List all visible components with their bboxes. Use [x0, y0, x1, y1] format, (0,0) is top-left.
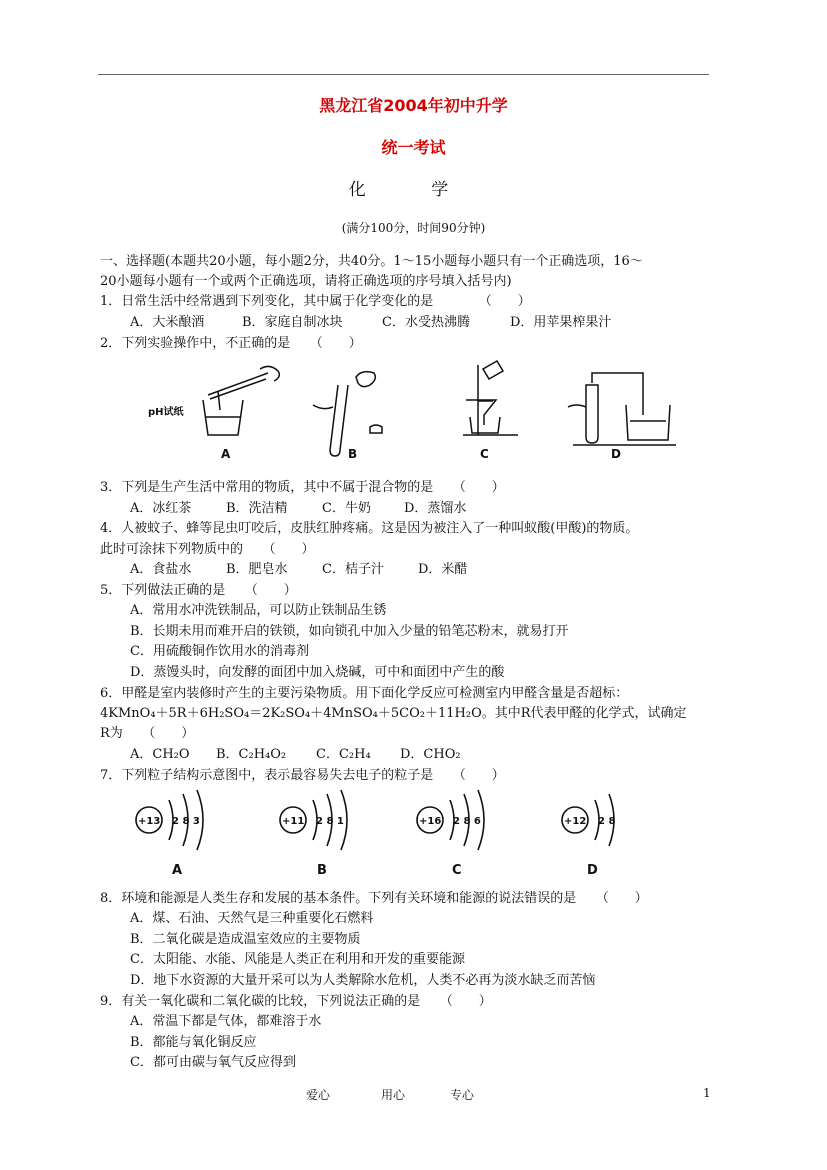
q8-option-b: B．二氧化碳是造成温室效应的主要物质 [130, 932, 361, 947]
footer-text-aixin: 爱心 [306, 1088, 331, 1102]
q4-stem-line2: 此时可涂抹下列物质中的 （ ） [100, 542, 315, 557]
q6-options [130, 743, 461, 762]
header-rule [98, 74, 709, 75]
q8-option-a: A．煤、石油、天然气是三种重要化石燃料 [130, 911, 374, 926]
q3-option-b: B．洗洁精 [226, 501, 288, 516]
q6-stem-line2: 4KMnO₄＋5R＋6H₂SO₄＝2K₂SO₄＋4MnSO₄＋5CO₂＋11H₂O。其中R代表甲醛的化学式，试确定 [100, 706, 687, 721]
q3-option-a: A．冰红茶 [130, 501, 192, 516]
q6-stem-line3: R为 （ ） [100, 726, 195, 741]
q5-option-b: B．长期未用而难开启的铁锁，如向锁孔中加入少量的铅笔芯粉末，就易打开 [130, 624, 569, 639]
q3-options [130, 497, 466, 516]
q8-stem: 8．环境和能源是人类生存和发展的基本条件。下列有关环境和能源的说法错误的是 （ ） [100, 891, 648, 906]
q1-option-d: D．用苹果榨果汁 [510, 315, 612, 330]
exam-subtitle: 统一考试 [381, 138, 446, 157]
q8-option-c: C．太阳能、水能、风能是人类正在利用和开发的重要能源 [130, 952, 465, 967]
q5-option-d: D．蒸馒头时，向发酵的面团中加入烧碱，可中和面团中产生的酸 [130, 665, 505, 680]
subject-title: 化 学 [348, 180, 479, 200]
q4-option-c: C．桔子汁 [322, 562, 384, 577]
q7-stem: 7．下列粒子结构示意图中，表示最容易失去电子的粒子是 （ ） [100, 768, 505, 783]
particle-c-electrons: 2 8 6 [453, 816, 481, 827]
q8-option-d: D．地下水资源的大量开采可以为人类解除水危机，人类不必再为淡水缺乏而苦恼 [130, 973, 596, 988]
q1-options [130, 311, 611, 330]
q6-option-c: C．C₂H₄ [316, 747, 371, 762]
q4-option-d: D．米醋 [418, 562, 468, 577]
section-intro-line1: 一、选择题(本题共20小题，每小题2分，共40分。1～15小题每小题只有一个正确选项，16～ [100, 254, 643, 269]
score-time-note: (满分100分，时间90分钟) [341, 221, 486, 235]
q9-stem: 9．有关一氧化碳和二氧化碳的比较，下列说法正确的是 （ ） [100, 994, 492, 1009]
q4-option-a: A．食盐水 [130, 562, 192, 577]
q5-stem: 5．下列做法正确的是 （ ） [100, 583, 297, 598]
q7-label-c: C [452, 863, 462, 878]
q1-option-b: B．家庭自制冰块 [242, 315, 343, 330]
page-number: 1 [703, 1086, 711, 1100]
particle-b-nucleus: +11 [282, 816, 305, 827]
q2-label-c: C [480, 447, 489, 461]
q5-option-a: A．常用水冲洗铁制品，可以防止铁制品生锈 [130, 603, 387, 618]
q6-option-b: B．C₂H₄O₂ [216, 747, 287, 762]
q4-option-b: B．肥皂水 [226, 562, 288, 577]
q7-label-b: B [317, 863, 327, 878]
q4-stem-line1: 4．人被蚊子、蜂等昆虫叮咬后，皮肤红肿疼痛。这是因为被注入了一种叫蚁酸(甲酸)的物质。 [100, 521, 639, 536]
q7-label-a: A [172, 863, 183, 878]
footer-text-zhuanxin: 专心 [450, 1088, 475, 1102]
q2-label-b: B [348, 447, 358, 461]
particle-d-nucleus: +12 [564, 816, 587, 827]
exam-title: 黑龙江省2004年初中升学 [319, 96, 508, 115]
ph-paper-label: pH试纸 [148, 407, 184, 418]
q6-stem-line1: 6．甲醛是室内装修时产生的主要污染物质。用下面化学反应可检测室内甲醛含量是否超标： [100, 686, 629, 701]
q7-particle-figure [125, 786, 645, 880]
q7-label-d: D [587, 863, 598, 878]
q2-label-d: D [611, 447, 621, 461]
q2-stem: 2．下列实验操作中，不正确的是 （ ） [100, 336, 362, 351]
q2-experiment-figure [148, 355, 678, 465]
q4-options [130, 558, 467, 577]
particle-b-electrons: 2 8 1 [316, 816, 344, 827]
q3-stem: 3．下列是生产生活中常用的物质，其中不属于混合物的是 （ ） [100, 480, 505, 495]
particle-a-nucleus: +13 [138, 816, 161, 827]
particle-d-electrons: 2 8 [598, 816, 616, 827]
section-intro-line2: 20小题每小题有一个或两个正确选项，请将正确选项的序号填入括号内) [100, 274, 512, 289]
q6-option-d: D．CHO₂ [400, 747, 461, 762]
q5-option-c: C．用硫酸铜作饮用水的消毒剂 [130, 644, 309, 659]
q9-option-c: C．都可由碳与氧气反应得到 [130, 1055, 296, 1070]
q6-option-a: A．CH₂O [130, 747, 190, 762]
q2-label-a: A [221, 447, 231, 461]
q3-option-c: C．牛奶 [322, 501, 371, 516]
q9-option-a: A．常温下都是气体，都难溶于水 [130, 1014, 322, 1029]
particle-a-electrons: 2 8 3 [172, 816, 200, 827]
q1-option-a: A．大米酿酒 [130, 315, 205, 330]
q1-option-c: C．水受热沸腾 [382, 315, 470, 330]
q1-stem: 1．日常生活中经常遇到下列变化，其中属于化学变化的是 （ ） [100, 294, 531, 309]
particle-c-nucleus: +16 [419, 816, 442, 827]
q9-option-b: B．都能与氧化铜反应 [130, 1035, 257, 1050]
q3-option-d: D．蒸馏水 [404, 501, 467, 516]
footer-text-yongxin: 用心 [381, 1088, 406, 1102]
